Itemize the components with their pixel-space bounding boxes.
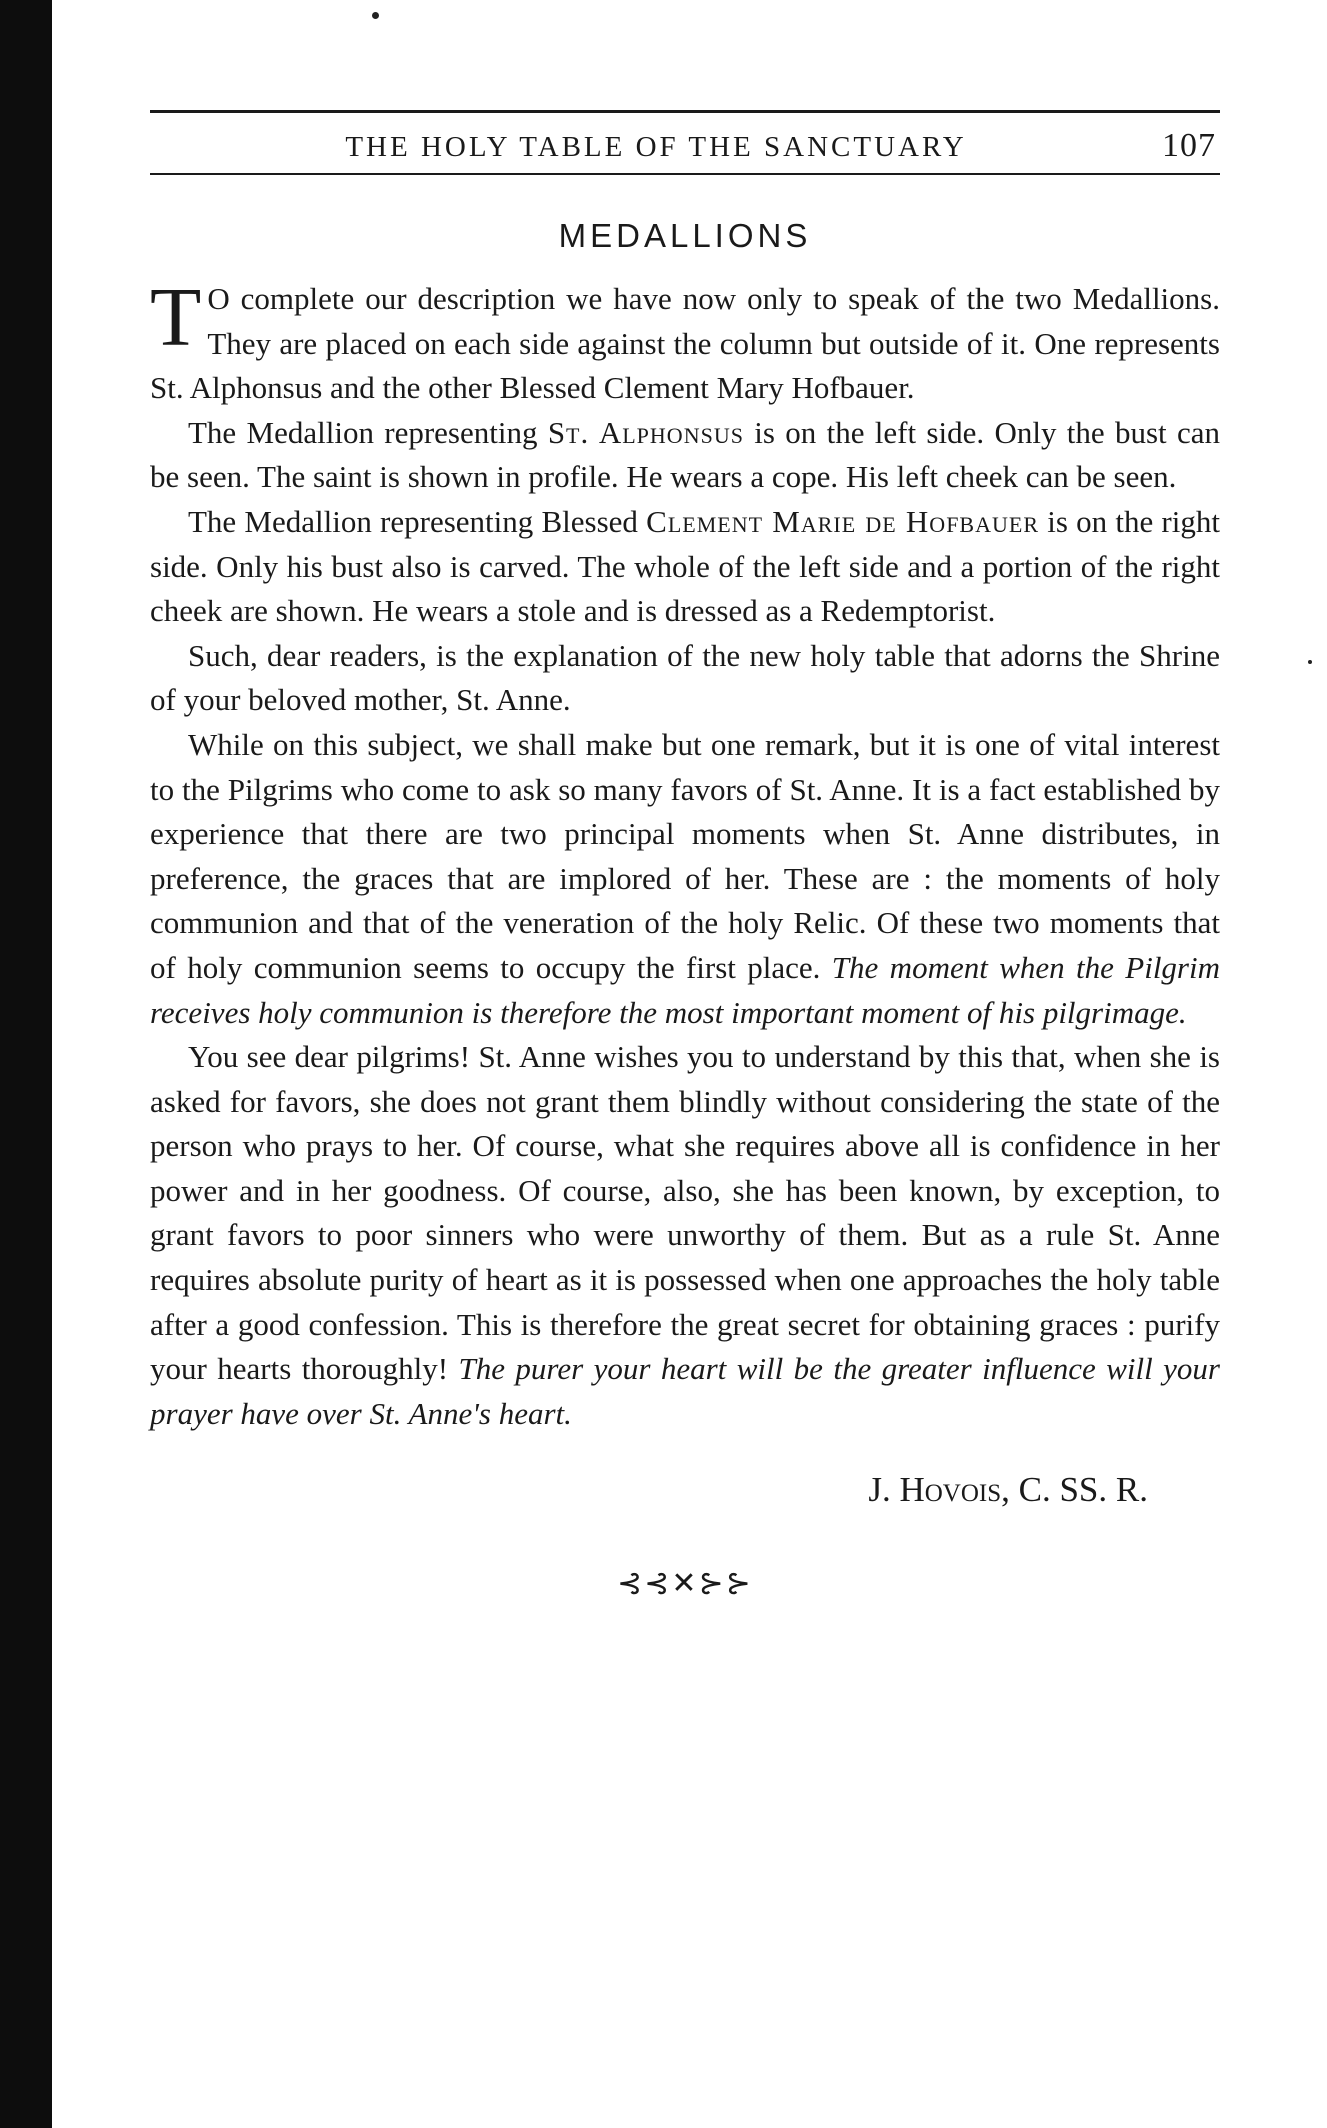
emphasis-text: The purer your heart will be the greater influence will your prayer have over St. Anne's heart. (150, 1351, 1220, 1431)
paragraph-2 (150, 411, 1220, 500)
paragraph-text: The Medallion representing (188, 414, 548, 450)
paragraph-text: O complete our description we have now only to speak of the two Medallions. They are placed on each side against the column but outside of it. One represents St. Alphonsus and the other Blessed Clement Mary Hofbauer. (150, 281, 1220, 406)
paragraph-text: is on the left side. Only the bust can be seen. The saint is shown in profile. He wears a cope. His left cheek can be seen. (150, 414, 1220, 495)
paragraph-text: is on the right side. Only his bust also is carved. The whole of the left side and a portion of the right cheek are shown. He wears a stole and is dressed as a Redemptorist. (150, 503, 1220, 629)
drop-cap: T (150, 271, 202, 364)
paragraph-text: While on this subject, we shall make but one remark, but it is one of vital interest to the Pilgrims who come to ask so many favors of St. Anne. It is a fact established by experience that there are two principal moments when St. Anne distributes, in preference, the graces that are implored of her. These are : the moments of holy communion and that of the veneration of the holy Relic. Of these two moments that of holy communion seems to occupy the first place. (150, 726, 1220, 985)
page-number: 107 (1162, 127, 1216, 164)
print-speck (1308, 660, 1312, 664)
print-speck (372, 12, 379, 19)
paragraph-3 (150, 500, 1220, 634)
paragraph-5 (150, 723, 1220, 1035)
saint-name: Clement Marie de Hofbauer (646, 503, 1039, 539)
tailpiece-ornament: ⊰⊰✕⊱⊱ (617, 1567, 753, 1601)
emphasis-text: The moment when the Pilgrim receives holy communion is therefore the most important moment of his pilgrimage. (150, 949, 1220, 1030)
header-rule-bottom (150, 173, 1220, 175)
article-body (150, 271, 1220, 1436)
paragraph-text: The Medallion representing Blessed (188, 503, 647, 539)
book-page (150, 110, 1220, 1601)
paragraph-1 (150, 271, 1220, 411)
running-title: THE HOLY TABLE OF THE SANCTUARY (345, 131, 967, 163)
saint-name: St. Alphonsus (547, 414, 744, 450)
book-binding-shadow (0, 0, 52, 2128)
paragraph-text: Such, dear readers, is the explanation of the new holy table that adorns the Shrine of your beloved mother, St. Anne. (150, 637, 1220, 718)
section-title: MEDALLIONS (558, 217, 812, 254)
paragraph-6 (150, 1035, 1220, 1436)
running-head (150, 113, 1220, 173)
paragraph-text: You see dear pilgrims! St. Anne wishes you to understand by this that, when she is asked for favors, she does not grant them blindly without considering the state of the person who prays to her. Of course, what she requires above all is confidence in her power and in her goodness. Of course, also, she has been known, by exception, to grant favors to poor sinners who were unworthy of them. But as a rule St. Anne requires absolute purity of heart as it is possessed when one approaches the holy table after a good confession. This is therefore the great secret for obtaining graces : purify your hearts thoroughly! (150, 1039, 1220, 1387)
paragraph-4 (150, 634, 1220, 723)
author-signature: J. Hovois, C. SS. R. (868, 1470, 1148, 1510)
